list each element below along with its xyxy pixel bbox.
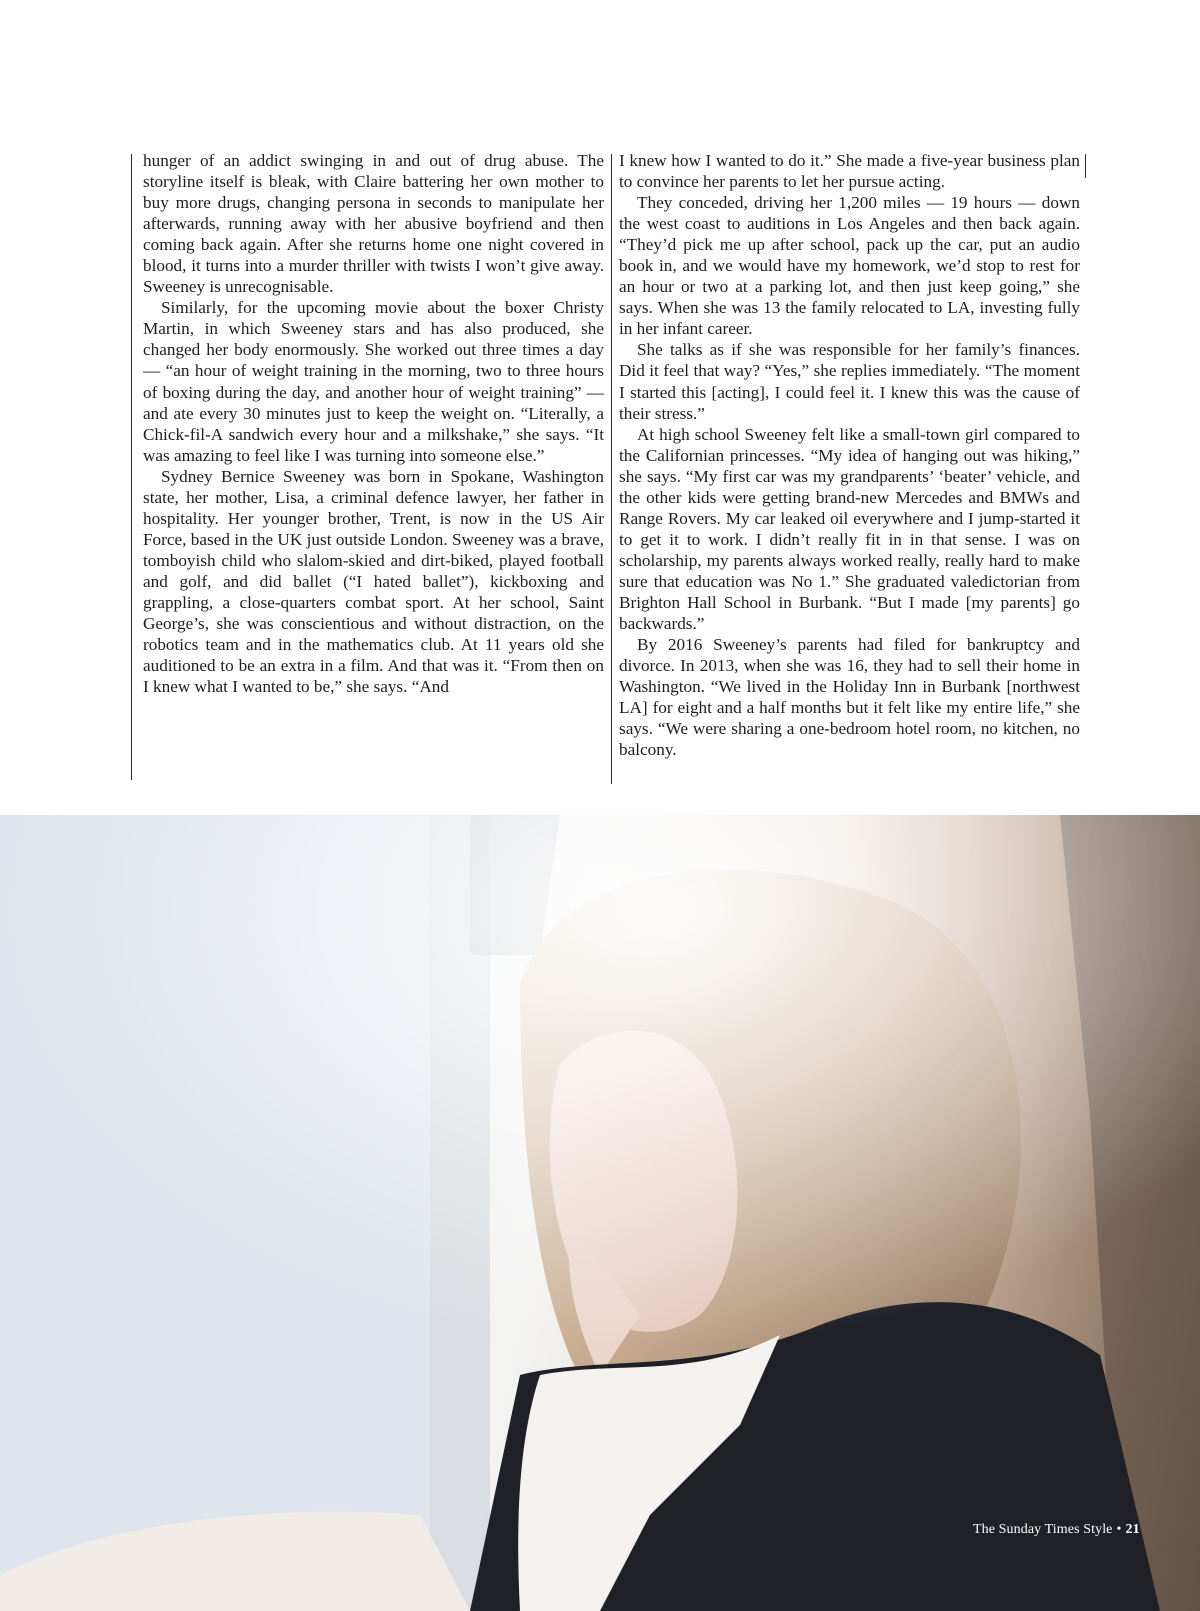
paragraph: hunger of an addict swinging in and out of drug abuse. The storyline itself is bleak, with Claire battering her own mother to buy more drugs, changing persona in seconds to manipulate her afterwards, running away with her abusive boyfriend and then coming back again. After she returns home one night covered in blood, it turns into a murder thriller with twists I won’t give away. Sweeney is unrecognisable. [143,151,604,297]
paragraph: At high school Sweeney felt like a small-town girl compared to the Californian princesses. “My idea of hanging out was hiking,” she says. “My first car was my grandparents’ ‘beater’ vehicle, and the other kids were getting brand-new Mercedes and BMWs and Range Rovers. My car leaked oil everywhere and I jump-started it to get it to work. I didn’t really fit in in that sense. I was on scholarship, my parents always worked really, really hard to make sure that education was No 1.” She graduated valedictorian from Brighton Hall School in Burbank. “But I made [my parents] go backwards.” [619,424,1080,634]
paragraph: She talks as if she was responsible for her family’s finances. Did it feel that way? “Yes,” she replies immediately. “The moment I started this [acting], I could feel it. I knew this was the cause of their stress.” [619,340,1080,423]
left-column-rule [131,154,132,780]
paragraph: I knew how I wanted to do it.” She made a five-year business plan to convince her parents to let her pursue acting. [619,151,1080,192]
paragraph: Similarly, for the upcoming movie about the boxer Christy Martin, in which Sweeney stars and has also produced, she changed her body enormously. She worked out three times a day — “an hour of weight training in the morning, two to three hours of boxing during the day, and another hour of weight training” — and ate every 30 minutes just to keep the weight on. “Literally, a Chick-fil-A sandwich every hour and a milkshake,” she says. “It was amazing to feel like I was turning into someone else.” [143,298,604,465]
column-divider-rule [611,154,612,784]
portrait-photo [0,815,1200,1611]
paragraph: Sydney Bernice Sweeney was born in Spokane, Washington state, her mother, Lisa, a criminal defence lawyer, her father in hospitality. Her younger brother, Trent, is now in the US Air Force, based in the UK just outside London. Sweeney was a brave, tomboyish child who slalom-skied and dirt-biked, played football and golf, and did ballet (“I hated ballet”), kickboxing and grappling, a close-quarters combat sport. At her school, Saint George’s, she was conscientious and without distraction, on the robotics team and in the mathematics club. At 11 years old she auditioned to be an extra in a film. And that was it. “From then on I knew what I wanted to be,” she says. “And [143,466,604,697]
paragraph: By 2016 Sweeney’s parents had filed for bankruptcy and divorce. In 2013, when she was 16, they had to sell their home in Washington. “We lived in the Holiday Inn in Burbank [northwest LA] for eight and a half months but it felt like my entire life,” she says. “We were sharing a one-bedroom hotel room, no kitchen, no balcony. [619,635,1080,760]
footer-separator: • [1116,1522,1122,1537]
text-column-1 [143,150,604,697]
page-footer [973,1522,1140,1538]
page-number: 21 [1125,1522,1140,1537]
publication-name: The Sunday Times Style [973,1522,1113,1537]
portrait-illustration [0,815,1200,1611]
text-column-2 [619,150,1080,760]
right-column-rule [1085,154,1086,178]
sunlight-glow [0,815,1200,1611]
paragraph: They conceded, driving her 1,200 miles — 19 hours — down the west coast to auditions in Los Angeles and then back again. “They’d pick me up after school, pack up the car, put an audio book in, and we would have my homework, we’d stop to rest for an hour or two at a parking lot, and then just keep going,” she says. When she was 13 the family relocated to LA, investing fully in her infant career. [619,193,1080,339]
article-body [131,150,1086,784]
